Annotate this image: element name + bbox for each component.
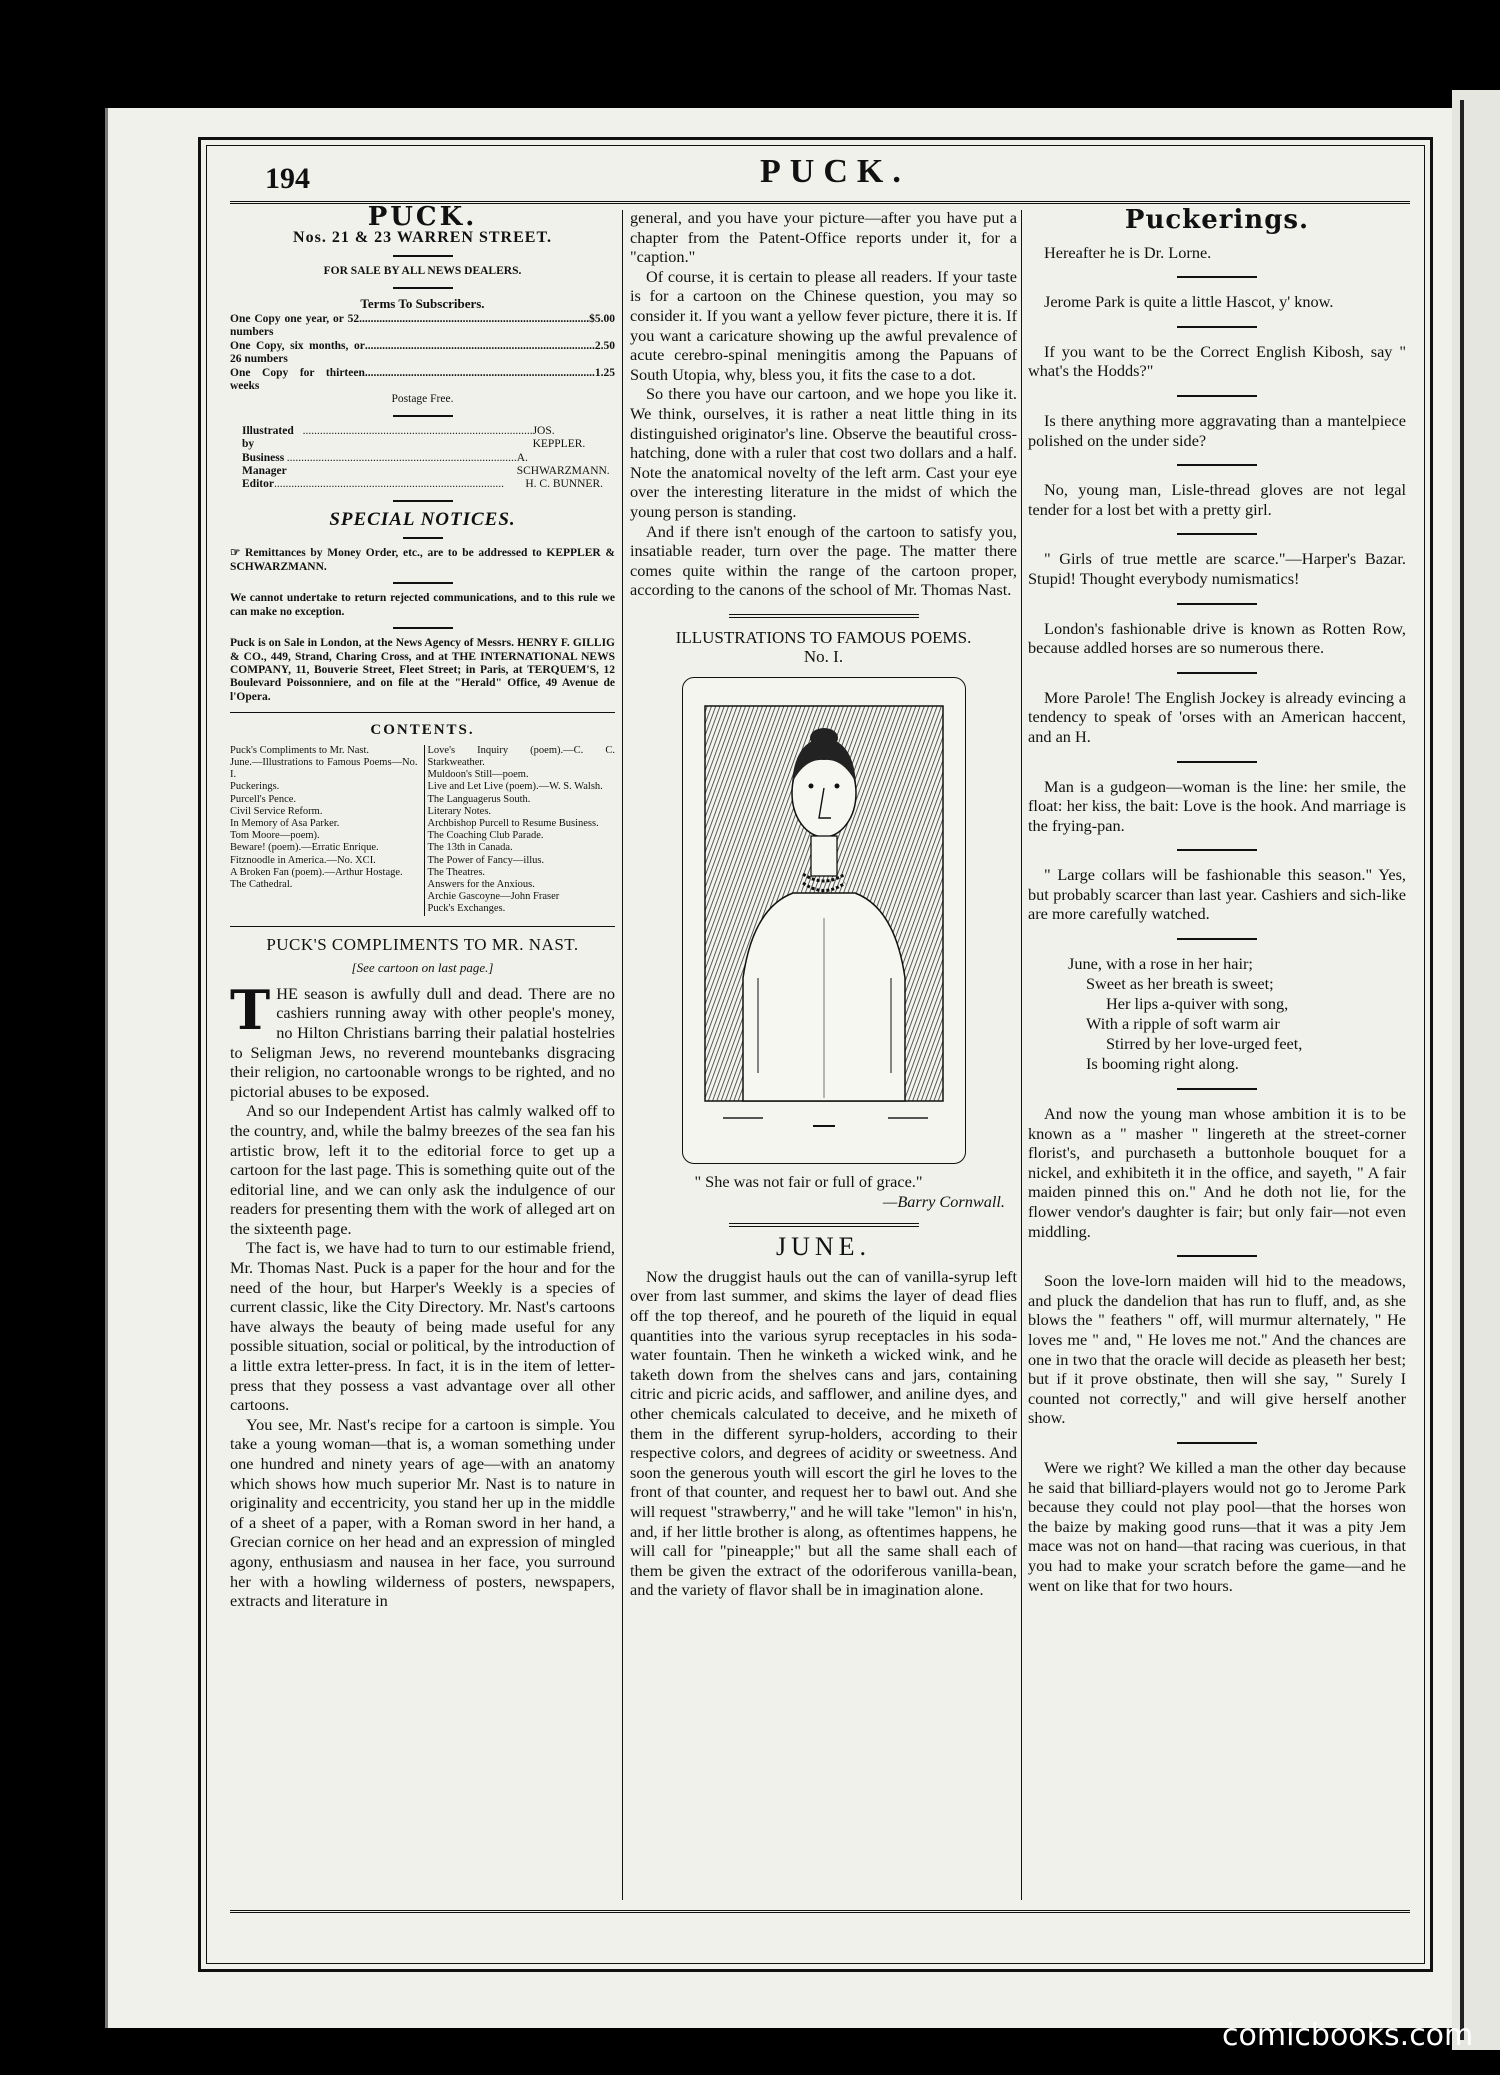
article-body	[230, 977, 615, 1611]
terms-label: One Copy for thirteen weeks	[230, 366, 365, 393]
contents-item: Puck's Exchanges.	[427, 903, 506, 915]
watermark: comicbooks.com	[1222, 2018, 1474, 2053]
terms-price: 1.25	[594, 366, 615, 379]
column-right	[1028, 205, 1406, 1595]
contents-item: Muldoon's Still—poem.	[427, 769, 529, 781]
drop-cap: T	[230, 977, 271, 1042]
puckering-item: More Parole! The English Jockey is already evincing a tendency to speak of 'orses with an American haccent, and an H.	[1028, 687, 1406, 746]
dot-leader: ................................................................................	[273, 478, 504, 491]
contents-item: The Theatres.	[427, 866, 486, 878]
section-rule	[729, 614, 919, 618]
poem-line: With a ripple of soft warm air	[1086, 1014, 1280, 1034]
divider	[393, 415, 453, 417]
footer-rule	[230, 1910, 1410, 1913]
paragraph: So there you have our cartoon, and we hope you like it. We think, ourselves, it is rather a neat little thing in its distinguished originator's line. Observe the beautiful cross-hatching, done with a ruler that cost two dollars and a half. Note the anatomical novelty of the left arm. Cast your eye over the interesting literature in the midst of which the young person is standing.	[630, 384, 1017, 521]
divider	[1177, 533, 1257, 535]
contents-item: Puck's Compliments to Mr. Nast.	[230, 744, 369, 756]
paragraph: HE season is awfully dull and dead. There are no cashiers running away with other people's money, no Hilton Christians barring their palatial hostelries to Seligman Jews, no reverend mountebanks disgracing their religion, no cartoonable wrongs to be righted, and no pictorial abuses to be exposed.	[230, 983, 615, 1101]
staff-name: JOS. KEPPLER.	[532, 424, 586, 451]
divider	[393, 627, 453, 629]
divider	[393, 500, 453, 502]
contents-item: In Memory of Asa Parker.	[230, 817, 340, 829]
paragraph: general, and you have your picture—after you have put a chapter from the Patent-Office reports under it, for a "caption."	[630, 208, 1017, 267]
puckering-item: Hereafter he is Dr. Lorne.	[1044, 242, 1212, 262]
terms-row	[230, 367, 615, 394]
contents-item: June.—Illustrations to Famous Poems—No. I.	[230, 756, 418, 781]
divider	[1177, 464, 1257, 466]
contents-item: Purcell's Pence.	[230, 793, 297, 805]
divider	[1177, 672, 1257, 674]
terms-price: $5.00	[589, 313, 615, 325]
contents-left	[230, 745, 418, 916]
puckering-item: If you want to be the Correct English Kibosh, say " what's the Hodds?"	[1028, 341, 1406, 381]
poem-line: Stirred by her love-urged feet,	[1106, 1034, 1303, 1054]
puckering-item: Jerome Park is quite a little Hascot, y' know.	[1044, 292, 1334, 312]
poem-line: Is booming right along.	[1086, 1054, 1239, 1074]
dot-leader: ................................................................................	[364, 366, 595, 379]
masthead: PUCK.	[760, 153, 910, 190]
column-divider	[622, 210, 623, 1900]
paragraph: Now the druggist hauls out the can of vanilla-syrup left over from last summer, and skims the layer of dead flies off the top thereof, and he poureth of the liquid in equal quantities into the various syrup receptacles in his soda-water fountain. Then he winketh a wicked wink, and he taketh down from the shelves cans and jars, containing citric and picric acids, and safflower, and aniline dyes, and other chemicals calculated to deceive, and he mixeth of them in the different syrup-holders, according to their respective colors, and degrees of acidity or sweetness. And soon the generous youth will escort the girl he loves to the front of that counter, and request her to bawl out. And she will request "strawberry," and he will take "lemon" in his'n, and, if her little brother is along, as oftentimes happens, he will call for "pineapple;" but all the same shall each of them be given the extract of the odoriferous vanilla-bean, and the variety of flavor shall be in imagination alone.	[630, 1266, 1018, 1600]
dot-leader: ................................................................................	[302, 424, 533, 437]
paragraph: You see, Mr. Nast's recipe for a cartoon is simple. You take a young woman—that is, a woman something under one hundred and ninety years of age—with an anatomy which shows how much superior Mr. Nast is to nature in originality and eccentricity, you stand her up in the middle of a sheet of a paper, with a Roman sword in her hand, a Grecian cornice on her head and an expression of mingled agony, enthusiasm and nausea in her face, you surround her with a howling wilderness of posters, newspapers, extracts and literature in	[230, 1414, 615, 1611]
column-middle	[630, 208, 1017, 1600]
contents-item: The Power of Fancy—illus.	[427, 854, 545, 866]
puckering-item: And now the young man whose ambition it is to be known as a " masher " lingereth at the street-corner florist's, and purchaseth a buttonhole bouquet for a nickel, and exhibiteth it in the office, and sayeth, " A fair maiden pinned this on." And he doth not lie, for the flower vendor's daughter is fair; but only fair—not even middling.	[1028, 1104, 1406, 1241]
article-title: PUCK'S COMPLIMENTS TO MR. NAST.	[266, 934, 579, 954]
divider	[1177, 276, 1257, 278]
divider	[1177, 1442, 1257, 1444]
divider	[1177, 849, 1257, 851]
puckering-item: Is there anything more aggravating than a mantelpiece polished on the under side?	[1028, 410, 1406, 450]
notice-rejected: We cannot undertake to return rejected communications, and to this rule we can make no exception.	[230, 592, 615, 618]
staff-row	[242, 451, 610, 479]
address: Nos. 21 & 23 WARREN STREET.	[293, 228, 552, 246]
contents-item: A Broken Fan (poem).—Arthur Hostage.	[230, 866, 403, 878]
puckering-item: No, young man, Lisle-thread gloves are not legal tender for a lost bet with a pretty girl.	[1028, 480, 1406, 519]
contents-item: Archie Gascoyne—John Fraser	[427, 891, 560, 903]
pointing-hand-icon: ☞	[230, 547, 246, 560]
puckering-item: " Large collars will be fashionable this season." Yes, but probably scarcer than last year. Cashiers and sich-like are more carefully watched.	[1028, 865, 1406, 924]
contents-item: Fitznoodle in America.—No. XCI.	[230, 854, 376, 866]
paragraph: Of course, it is certain to please all readers. If your taste is for a cartoon on the Chinese question, you may so consider it. If you want a yellow fever picture, there it is. If you want a caricature showing up the awful prevalence of acute cerebro-spinal meningitis among the Papuans of South Utopia, why, bless you, it fits the case to a dot.	[630, 266, 1017, 384]
sale-notice: FOR SALE BY ALL NEWS DEALERS.	[323, 265, 522, 278]
divider	[1177, 326, 1257, 328]
terms-price: 2.50	[594, 339, 615, 352]
puck-logo: PUCK.	[367, 202, 478, 232]
puckering-item: Were we right? We killed a man the other day because he said that billiard-players would not go to Jerome Park because they could not play pool—that the horses won the baize by making good runs—that it was a pity Jem mace was not on hand—that racing was cuerious, in that you had to make your scratch before the game—and he went on like that for two hours.	[1028, 1457, 1406, 1595]
divider	[1177, 395, 1257, 397]
contents-item: Civil Service Reform.	[230, 805, 323, 817]
contents-right	[424, 745, 616, 916]
contents-item: Tom Moore—poem).	[230, 830, 320, 842]
paragraph: The fact is, we have had to turn to our estimable friend, Mr. Thomas Nast. Puck is a paper for the hour and for the need of the hour, but Harper's Weekly is a species of current classic, like the City Directory. Mr. Nast's cartoons have always the beauty of being made useful for any possible situation, social or political, by the introduction of a little extra letter-press. In fact, it is in the item of letter-press that they possess a vast advantage over all other cartoons.	[230, 1238, 615, 1415]
paragraph: And if there isn't enough of the cartoon to satisfy you, insatiable reader, turn over the page. The matter there comes quite within the range of the cartoon proper, according to the canons of the school of Mr. Thomas Nast.	[630, 521, 1017, 600]
contents-item: The 13th in Canada.	[427, 842, 513, 854]
notice-remittances: ☞ Remittances by Money Order, etc., are to be addressed to KEPPLER & SCHWARZMANN.	[230, 547, 615, 573]
dot-leader: ................................................................................	[364, 339, 595, 352]
staff-list	[230, 425, 615, 492]
postage: Postage Free.	[391, 393, 454, 406]
divider	[1177, 1088, 1257, 1090]
quote-attribution: —Barry Cornwall.	[882, 1191, 1005, 1211]
staff-role: Illustrated by	[242, 424, 294, 451]
contents-item: Literary Notes.	[427, 805, 492, 817]
article-subtitle: [See cartoon on last page.]	[351, 960, 494, 976]
puckerings-list	[1028, 243, 1406, 940]
contents-item: Beware! (poem).—Erratic Enrique.	[230, 842, 379, 854]
divider	[1177, 603, 1257, 605]
puckering-item: London's fashionable drive is known as Rotten Row, because addled horses are so numerous there.	[1028, 618, 1406, 658]
divider	[393, 255, 453, 257]
terms-row	[230, 340, 615, 367]
contents-item: The Languagerus South.	[427, 793, 531, 805]
paragraph: And so our Independent Artist has calmly walked off to the country, and, while the balmy breezes of the sea fan his artistic brow, left it to the editorial force to get up a cartoon for the last page. This is something quite out of the editorial line, and we can only ask the indulgence of our readers for presenting them with the work of alleged art on the sixteenth page.	[230, 1101, 615, 1238]
column-divider	[1021, 210, 1022, 1900]
divider	[403, 537, 443, 539]
terms-label: One Copy, six months, or 26 numbers	[230, 339, 365, 366]
dot-leader: ................................................................................	[286, 451, 517, 464]
dot-leader: ................................................................................	[359, 313, 590, 325]
divider	[1177, 1255, 1257, 1257]
puckering-item: Man is a gudgeon—woman is the line: her smile, the float: her kiss, the bait: Love is the hook. And marriage is the frying-pan.	[1028, 776, 1406, 835]
page-number: 194	[265, 162, 310, 195]
column-left	[230, 202, 615, 1611]
june-poem	[1068, 954, 1406, 1074]
poem-line: Sweet as her breath is sweet;	[1086, 974, 1274, 994]
june-title: JUNE.	[775, 1232, 872, 1262]
contents-item: Puckerings.	[230, 781, 280, 793]
staff-role: Business Manager	[242, 451, 287, 478]
terms-title: Terms To Subscribers.	[360, 295, 485, 311]
woman-portrait-illustration	[683, 678, 965, 1163]
staff-name: A. SCHWARZMANN.	[516, 451, 610, 478]
illustration-title: ILLUSTRATIONS TO FAMOUS POEMS.	[675, 627, 972, 647]
contents-item: The Cathedral.	[230, 878, 293, 890]
illustration-frame	[682, 677, 966, 1164]
staff-row	[242, 478, 603, 491]
contents-item: Love's Inquiry (poem).—C. C. Starkweather.	[427, 744, 615, 768]
staff-row	[242, 425, 603, 452]
contents-title: CONTENTS.	[370, 722, 475, 739]
contents-item: Archbishop Purcell to Resume Business.	[427, 817, 599, 829]
contents-item: Live and Let Live (poem).—W. S. Walsh.	[427, 781, 603, 793]
poem-line: Her lips a-quiver with song,	[1106, 994, 1289, 1014]
terms-list	[230, 313, 615, 393]
staff-name: H. C. BUNNER.	[525, 478, 603, 491]
puckerings-title: Puckerings.	[1124, 205, 1310, 235]
divider	[1177, 761, 1257, 763]
divider	[230, 926, 615, 927]
puckering-item: " Girls of true mettle are scarce."—Harper's Bazar. Stupid! Thought everybody numismatics!	[1028, 549, 1406, 588]
notice-london: Puck is on Sale in London, at the News Agency of Messrs. HENRY F. GILLIG & CO., 449, Strand, Charing Cross, and at THE INTERNATIONAL NEWS COMPANY, 11, Bouverie Street, Fleet Street; in Paris, at TERQUEM'S, 12 Boulevard Poissonniere, and on file at the "Herald" Office, 49 Avenue de l'Opera.	[230, 637, 615, 703]
contents-table	[230, 745, 615, 916]
contents-item: Answers for the Anxious.	[427, 878, 535, 890]
section-rule	[729, 1223, 919, 1227]
terms-label: One Copy one year, or 52 numbers	[230, 313, 360, 339]
staff-role: Editor	[242, 478, 274, 491]
divider	[393, 287, 453, 289]
poem-quote: " She was not fair or full of grace."	[694, 1172, 923, 1192]
page-gutter-line	[1460, 100, 1464, 2040]
poem-line: June, with a rose in her hair;	[1068, 954, 1253, 974]
notices-title: SPECIAL NOTICES.	[329, 508, 516, 530]
puckering-item: Soon the love-lorn maiden will hid to the meadows, and pluck the dandelion that has run to fluff, and, as she blows the " feathers " off, will murmur alternately, " He loves me " and, " He loves me not." And the chances are one in two that the oracle will decide as pleaseth her best; but if it prove obstinate, then will she say, " Surely I counted not correctly," and will give herself another show.	[1028, 1271, 1406, 1428]
divider	[1177, 938, 1257, 940]
divider	[393, 582, 453, 584]
terms-row	[230, 313, 615, 340]
contents-item: The Coaching Club Parade.	[427, 830, 544, 842]
divider	[230, 712, 615, 713]
illustration-number: No. I.	[803, 647, 844, 667]
